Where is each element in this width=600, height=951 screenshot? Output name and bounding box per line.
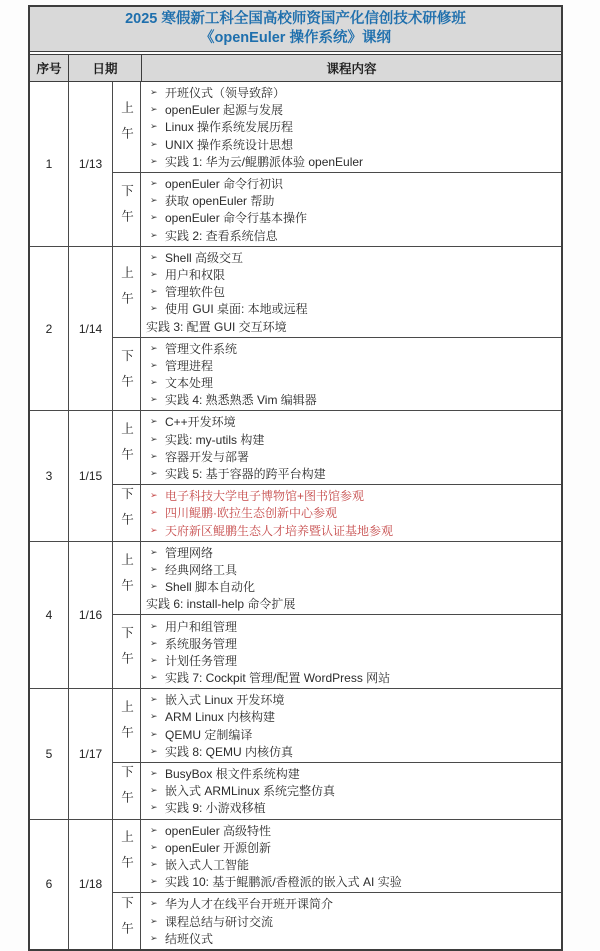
course-item [141,782,561,799]
course-item [141,912,561,929]
header-cell-content: 课程内容 [326,62,377,76]
course-item [141,136,561,153]
course-item-text: 嵌入式人工智能 [165,857,250,872]
course-item-text: 获取 openEuler 帮助 [165,194,275,209]
arrow-bullet-icon: ➢ [150,563,158,574]
course-item-text: 嵌入式 Linux 开发环境 [165,693,285,708]
arrow-bullet-icon: ➢ [150,87,158,98]
course-item [141,118,561,135]
course-item-text: 用户和组管理 [165,619,238,634]
session-items [141,173,561,246]
arrow-bullet-icon: ➢ [150,581,158,592]
course-item [141,391,561,408]
row-index: 2 [30,247,69,411]
session-items [141,542,561,615]
period-label: 下午 [119,895,134,947]
table-title [30,7,561,52]
course-item [141,227,561,244]
row-date: 1/16 [69,542,113,689]
session-morning [113,820,561,893]
arrow-bullet-icon: ➢ [150,121,158,132]
course-item-text: 实践 3: 配置 GUI 交互环境 [146,319,287,334]
table-row [30,820,561,949]
table-row [30,689,561,819]
session-afternoon [113,337,561,411]
session-items [141,82,561,172]
row-index: 6 [30,820,69,949]
course-item-text: Shell 高级交互 [165,250,244,265]
period-cell [113,615,141,688]
period-label: 上午 [119,266,134,318]
course-item [141,340,561,357]
course-item-text: 管理软件包 [165,285,226,300]
course-item [141,726,561,743]
session-items [141,615,561,688]
row-index: 1 [30,82,69,246]
course-item [141,101,561,118]
period-cell [113,893,141,949]
course-item-text: BusyBox 根文件系统构建 [165,767,300,782]
course-item [141,595,561,612]
course-item-text: 计划任务管理 [165,653,238,668]
course-item [141,522,561,539]
period-label: 上午 [119,422,134,474]
arrow-bullet-icon: ➢ [150,932,158,943]
table-row [30,247,561,412]
period-cell [113,338,141,411]
period-label: 上午 [119,552,134,604]
course-item-text: 文本处理 [165,376,214,391]
course-item [141,839,561,856]
course-item [141,431,561,448]
period-label: 下午 [119,487,134,539]
course-item-text: 华为人才在线平台开班开课简介 [165,897,334,912]
session-items [141,338,561,411]
course-item-text: 课程总结与研讨交流 [165,914,274,929]
course-item [141,930,561,947]
course-item [141,544,561,561]
arrow-bullet-icon: ➢ [150,898,158,909]
row-index: 4 [30,542,69,689]
course-item-text: 实践 10: 基于鲲鹏派/香橙派的嵌入式 AI 实验 [165,875,402,890]
course-item [141,300,561,317]
arrow-bullet-icon: ➢ [150,468,158,479]
row-index: 5 [30,689,69,818]
arrow-bullet-icon: ➢ [150,251,158,262]
course-item [141,448,561,465]
row-date: 1/17 [69,689,113,818]
arrow-bullet-icon: ➢ [150,694,158,705]
arrow-bullet-icon: ➢ [150,377,158,388]
arrow-bullet-icon: ➢ [150,507,158,518]
arrow-bullet-icon: ➢ [150,802,158,813]
course-item [141,487,561,504]
row-date: 1/14 [69,247,113,411]
arrow-bullet-icon: ➢ [150,768,158,779]
course-item-text: 实践 4: 熟悉熟悉 Vim 编辑器 [165,393,317,408]
arrow-bullet-icon: ➢ [150,212,158,223]
course-item-text: 结班仪式 [165,931,214,946]
session-morning [113,542,561,615]
course-item-text: 系统服务管理 [165,636,238,651]
period-label: 下午 [119,348,134,400]
course-item [141,873,561,890]
course-item [141,743,561,760]
arrow-bullet-icon: ➢ [150,178,158,189]
course-item [141,561,561,578]
course-item [141,765,561,782]
course-item-text: 四川鲲鹏·欧拉生态创新中心参观 [165,506,337,521]
course-item-text: 开班仪式（领导致辞） [165,86,286,101]
course-item [141,374,561,391]
arrow-bullet-icon: ➢ [150,359,158,370]
arrow-bullet-icon: ➢ [150,394,158,405]
session-afternoon [113,484,561,541]
arrow-bullet-icon: ➢ [150,745,158,756]
header-cell-date: 日期 [69,55,142,81]
session-morning [113,689,561,762]
row-sessions [113,542,561,689]
session-afternoon [113,172,561,246]
course-item [141,465,561,482]
row-index: 3 [30,411,69,540]
course-item-text: 实践 5: 基于容器的跨平台构建 [165,467,326,482]
course-item-text: 容器开发与部署 [165,449,250,464]
header-row [30,54,561,82]
arrow-bullet-icon: ➢ [150,672,158,683]
period-cell [113,820,141,893]
arrow-bullet-icon: ➢ [150,824,158,835]
session-afternoon [113,892,561,949]
arrow-bullet-icon: ➢ [150,841,158,852]
arrow-bullet-icon: ➢ [150,728,158,739]
period-label: 上午 [119,830,134,882]
course-item [141,856,561,873]
arrow-bullet-icon: ➢ [150,268,158,279]
course-item-text: 管理网络 [165,545,214,560]
row-sessions [113,689,561,818]
course-item [141,175,561,192]
arrow-bullet-icon: ➢ [150,915,158,926]
course-item-text: 实践 7: Cockpit 管理/配置 WordPress 网站 [165,671,391,686]
course-item-text: 实践 6: install-help 命令扩展 [146,597,296,612]
course-item-text: 实践 9: 小游戏移植 [165,801,266,816]
arrow-bullet-icon: ➢ [150,104,158,115]
header-cell-index: 序号 [30,55,69,81]
course-item-text: openEuler 命令行基本操作 [165,211,308,226]
row-sessions [113,247,561,411]
course-item [141,578,561,595]
arrow-bullet-icon: ➢ [150,858,158,869]
course-item [141,652,561,669]
course-item-text: ARM Linux 内核构建 [165,710,276,725]
row-sessions [113,411,561,540]
period-label: 下午 [119,765,134,817]
arrow-bullet-icon: ➢ [150,155,158,166]
arrow-bullet-icon: ➢ [150,303,158,314]
course-item [141,153,561,170]
title-line-1: 2025 寒假新工科全国高校师资国产化信创技术研修班 [125,11,466,27]
arrow-bullet-icon: ➢ [150,654,158,665]
period-label: 下午 [119,183,134,235]
arrow-bullet-icon: ➢ [150,342,158,353]
course-item-text: 经典网络工具 [165,562,238,577]
course-item-text: openEuler 命令行初识 [165,177,284,192]
arrow-bullet-icon: ➢ [150,416,158,427]
course-item [141,249,561,266]
arrow-bullet-icon: ➢ [150,138,158,149]
course-item [141,84,561,101]
session-morning [113,247,561,337]
period-cell [113,173,141,246]
session-items [141,689,561,762]
period-cell [113,542,141,615]
session-items [141,763,561,819]
arrow-bullet-icon: ➢ [150,286,158,297]
course-item-text: 管理进程 [165,358,214,373]
course-item-text: 实践: my-utils 构建 [165,432,265,447]
course-item-text: 用户和权限 [165,267,226,282]
period-cell [113,485,141,541]
course-item [141,317,561,334]
period-cell [113,247,141,337]
course-item [141,799,561,816]
arrow-bullet-icon: ➢ [150,229,158,240]
arrow-bullet-icon: ➢ [150,620,158,631]
arrow-bullet-icon: ➢ [150,195,158,206]
course-item [141,617,561,634]
course-item-text: Linux 操作系统发展历程 [165,120,294,135]
session-items [141,820,561,893]
course-table [28,5,563,951]
course-item-text: 电子科技大学电子博物馆+图书馆参观 [165,489,365,504]
course-item-text: 实践 8: QEMU 内核仿真 [165,744,294,759]
session-items [141,485,561,541]
session-items [141,247,561,337]
course-item [141,283,561,300]
course-item-text: UNIX 操作系统设计思想 [165,137,294,152]
course-item [141,413,561,430]
session-morning [113,82,561,172]
arrow-bullet-icon: ➢ [150,711,158,722]
course-item [141,691,561,708]
course-item [141,504,561,521]
period-cell [113,763,141,819]
course-item-text: Shell 脚本自动化 [165,580,256,595]
course-item [141,669,561,686]
session-items [141,411,561,484]
session-afternoon [113,614,561,688]
course-item-text: openEuler 高级特性 [165,823,272,838]
course-item-text: openEuler 起源与发展 [165,103,284,118]
arrow-bullet-icon: ➢ [150,524,158,535]
arrow-bullet-icon: ➢ [150,785,158,796]
row-sessions [113,82,561,246]
course-item [141,895,561,912]
course-item-text: 天府新区鲲鹏生态人才培养暨认证基地参观 [165,523,394,538]
row-sessions [113,820,561,949]
course-item-text: C++开发环境 [165,415,236,430]
session-morning [113,411,561,484]
course-item [141,192,561,209]
session-afternoon [113,762,561,819]
period-cell [113,411,141,484]
course-item-text: 管理文件系统 [165,341,238,356]
arrow-bullet-icon: ➢ [150,490,158,501]
arrow-bullet-icon: ➢ [150,637,158,648]
arrow-bullet-icon: ➢ [150,546,158,557]
course-item-text: 实践 1: 华为云/鲲鹏派体验 openEuler [165,154,364,169]
period-label: 下午 [119,626,134,678]
course-item [141,209,561,226]
period-label: 上午 [119,700,134,752]
period-cell [113,689,141,762]
title-line-2: 《openEuler 操作系统》课纲 [200,30,391,46]
row-date: 1/13 [69,82,113,246]
course-item-text: openEuler 开源创新 [165,840,272,855]
course-item-text: 使用 GUI 桌面: 本地或远程 [165,302,308,317]
course-item-text: 实践 2: 查看系统信息 [165,228,278,243]
arrow-bullet-icon: ➢ [150,450,158,461]
course-item [141,635,561,652]
row-date: 1/15 [69,411,113,540]
table-body [30,82,561,949]
table-row [30,82,561,247]
period-label: 上午 [119,101,134,153]
course-item [141,357,561,374]
table-row [30,542,561,690]
course-item [141,822,561,839]
course-item-text: 嵌入式 ARMLinux 系统完整仿真 [165,784,336,799]
arrow-bullet-icon: ➢ [150,433,158,444]
course-item [141,708,561,725]
period-cell [113,82,141,172]
course-item-text: QEMU 定制编译 [165,727,253,742]
course-item [141,266,561,283]
arrow-bullet-icon: ➢ [150,876,158,887]
table-row [30,411,561,541]
session-items [141,893,561,949]
row-date: 1/18 [69,820,113,949]
